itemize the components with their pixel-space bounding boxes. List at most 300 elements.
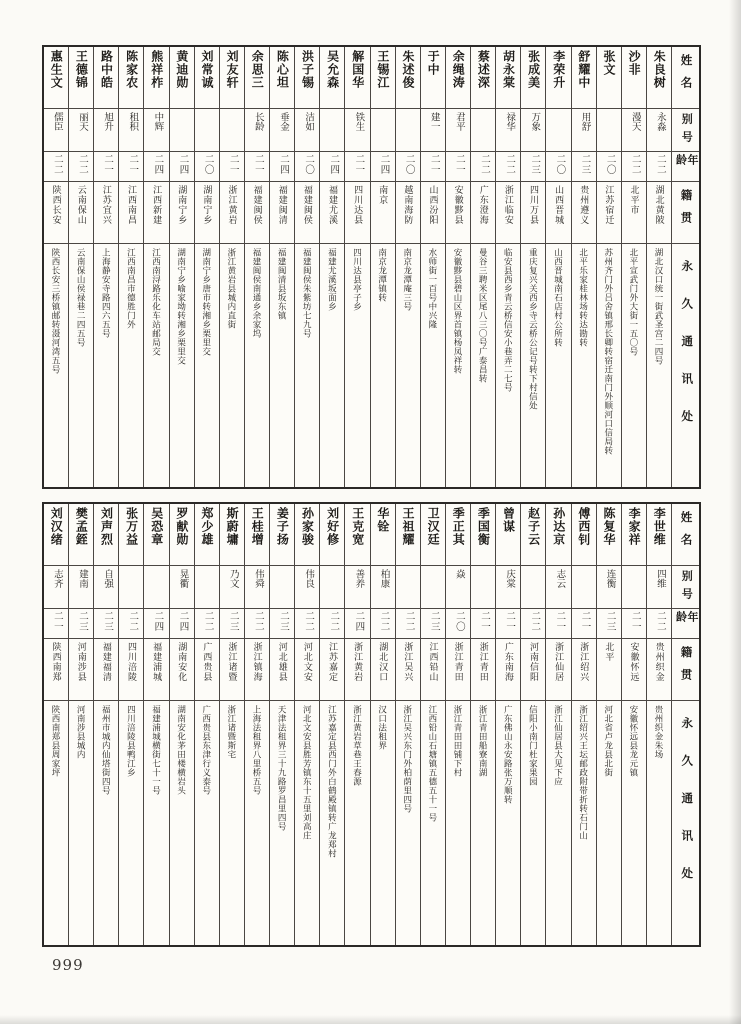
person-native-cell-text: 浙江诸暨 <box>227 642 238 682</box>
person-native-cell-text: 湖南安化 <box>177 642 188 682</box>
person-age-cell-text: 二一 <box>353 154 364 175</box>
person-alias-cell <box>94 566 118 609</box>
person-native-cell-text: 广东南海 <box>503 642 514 682</box>
header-column <box>671 47 699 487</box>
person-address-cell <box>446 244 470 487</box>
person-name-cell <box>345 47 369 109</box>
person-age-cell <box>44 609 68 639</box>
person-address-cell <box>496 244 520 487</box>
person-column <box>118 47 143 487</box>
person-column <box>294 504 319 945</box>
person-address-cell-text: 广西贵县东津行义泰号 <box>201 705 212 795</box>
person-age-cell <box>421 609 445 639</box>
person-name-cell <box>195 47 219 109</box>
person-age-cell <box>622 152 646 182</box>
person-column <box>545 47 570 487</box>
person-alias-cell-text: 焱 <box>453 569 464 579</box>
person-column <box>269 47 294 487</box>
person-alias-cell-text: 伟舜 <box>252 569 263 588</box>
person-address-cell <box>245 701 269 945</box>
person-address-cell-text: 湖北汉口统一街武圣宫二四号 <box>653 248 664 365</box>
person-address-cell <box>371 701 395 945</box>
person-alias-cell <box>119 109 143 152</box>
person-native-cell-text: 广西贵县 <box>202 642 213 682</box>
person-native-cell <box>496 182 520 244</box>
header-address-text: 永久通讯处 <box>680 260 693 448</box>
person-native-cell-text: 山西晋城 <box>554 185 565 225</box>
person-alias-cell <box>44 566 68 609</box>
person-age-cell <box>572 152 596 182</box>
person-native-cell <box>421 182 445 244</box>
person-name-cell-text: 吴允森 <box>325 50 340 89</box>
person-column <box>420 47 445 487</box>
person-age-cell-text: 二四 <box>328 154 339 175</box>
person-column <box>596 47 621 487</box>
person-column <box>445 504 470 945</box>
person-address-cell-text: 临安县西乡青云桥信安小巷弄二七号 <box>503 248 514 392</box>
person-alias-cell <box>195 566 219 609</box>
person-native-cell <box>572 639 596 701</box>
person-age-cell-text: 二〇 <box>403 154 414 175</box>
page-number: 999 <box>52 956 84 974</box>
person-alias-cell-text: 君平 <box>453 112 464 131</box>
person-name-cell <box>345 504 369 566</box>
person-address-cell <box>220 244 244 487</box>
person-address-cell <box>320 701 344 945</box>
header-alias-text: 别号 <box>680 570 693 606</box>
person-name-cell <box>446 504 470 566</box>
person-column <box>520 47 545 487</box>
person-name-cell <box>195 504 219 566</box>
person-native-cell-text: 浙江黄岩 <box>353 642 364 682</box>
person-address-cell <box>295 701 319 945</box>
person-column <box>294 47 319 487</box>
person-address-cell-text: 浙江诸暨斯宅 <box>226 705 237 759</box>
person-alias-cell <box>195 109 219 152</box>
person-native-cell-text: 河北文安 <box>302 642 313 682</box>
person-column <box>93 47 118 487</box>
person-name-cell-text: 舒耀中 <box>576 50 591 89</box>
person-column <box>344 47 369 487</box>
person-age-cell <box>320 152 344 182</box>
person-name-cell-text: 李家祥 <box>627 507 642 546</box>
person-column <box>470 47 495 487</box>
person-native-cell-text: 四川涪陵 <box>127 642 138 682</box>
person-native-cell <box>622 182 646 244</box>
person-column <box>169 47 194 487</box>
person-address-cell <box>144 701 168 945</box>
person-name-cell <box>170 504 194 566</box>
person-address-cell <box>170 244 194 487</box>
person-address-cell-text: 湖南宁乡唐市转湘乡栗里交 <box>201 248 212 356</box>
person-age-cell <box>546 609 570 639</box>
person-native-cell <box>195 182 219 244</box>
person-address-cell-text: 浙江吴兴东门外柏荫里四号 <box>402 705 413 813</box>
person-native-cell <box>421 639 445 701</box>
person-address-cell <box>471 244 495 487</box>
person-column <box>44 504 68 945</box>
person-address-cell-text: 福建尤溪坂面乡 <box>327 248 338 311</box>
person-age-cell <box>69 152 93 182</box>
person-alias-cell <box>220 566 244 609</box>
person-address-cell <box>622 701 646 945</box>
person-age-cell-text: 二三 <box>77 611 88 632</box>
person-age-cell <box>496 152 520 182</box>
person-address-cell <box>597 244 621 487</box>
person-name-cell <box>119 47 143 109</box>
person-native-cell <box>245 182 269 244</box>
person-age-cell-text: 二二 <box>328 611 339 632</box>
person-native-cell <box>144 182 168 244</box>
person-age-cell-text: 二〇 <box>453 611 464 632</box>
header-age-text: 年龄 <box>674 154 699 168</box>
person-alias-cell <box>69 109 93 152</box>
person-name-cell-text: 傅西钊 <box>576 507 591 546</box>
person-name-cell-text: 樊孟銍 <box>74 507 89 546</box>
person-column <box>395 504 420 945</box>
header-native-text: 籍贯 <box>679 189 692 234</box>
person-address-cell-text: 江西南昌市德胜门外 <box>126 248 137 329</box>
person-native-cell <box>220 182 244 244</box>
person-native-cell <box>521 639 545 701</box>
person-native-cell <box>396 639 420 701</box>
person-native-cell <box>371 639 395 701</box>
person-name-cell <box>496 504 520 566</box>
person-native-cell-text: 浙江吴兴 <box>403 642 414 682</box>
person-age-cell <box>144 609 168 639</box>
person-native-cell <box>44 639 68 701</box>
person-address-cell-text: 水师街一百号中兴隆 <box>427 248 438 329</box>
header-age <box>672 152 699 182</box>
person-name-cell-text: 黄迪勋 <box>174 50 189 89</box>
header-alias <box>672 566 699 609</box>
person-alias-cell-text: 用舒 <box>579 112 590 131</box>
header-column <box>671 504 699 945</box>
person-alias-cell <box>144 109 168 152</box>
person-age-cell <box>496 609 520 639</box>
person-column <box>621 47 646 487</box>
person-address-cell-text: 浙江黄岩草巷王春源 <box>352 705 363 786</box>
person-age-cell-text: 二〇 <box>554 154 565 175</box>
person-column <box>571 47 596 487</box>
person-column <box>596 504 621 945</box>
person-alias-cell <box>446 109 470 152</box>
person-native-cell <box>119 639 143 701</box>
person-address-cell-text: 南京龙潭镇转 <box>377 248 388 302</box>
person-native-cell-text: 福建尤溪 <box>328 185 339 225</box>
person-alias-cell-text: 禄华 <box>504 112 515 131</box>
person-alias-cell <box>270 109 294 152</box>
person-age-cell-text: 二三 <box>278 611 289 632</box>
person-name-cell <box>270 504 294 566</box>
person-name-cell-text: 余绳涛 <box>451 50 466 89</box>
person-name-cell-text: 斯蔚墉 <box>225 507 240 546</box>
person-address-cell <box>647 701 671 945</box>
person-native-cell <box>546 182 570 244</box>
person-name-cell <box>572 504 596 566</box>
person-age-cell <box>647 609 671 639</box>
person-column <box>68 47 93 487</box>
person-address-cell-text: 重庆复兴关西乡寺云桥公记号转下村信处 <box>528 248 539 410</box>
person-column <box>545 504 570 945</box>
person-address-cell-text: 河北文安县胜芳镇东十五里刘高庄 <box>302 705 313 840</box>
person-native-cell <box>270 182 294 244</box>
person-column <box>143 504 168 945</box>
person-age-cell <box>220 609 244 639</box>
person-name-cell <box>144 47 168 109</box>
person-name-cell-text: 华铨 <box>375 507 390 533</box>
person-name-cell <box>622 504 646 566</box>
person-column <box>269 504 294 945</box>
person-column <box>219 47 244 487</box>
person-native-cell-text: 浙江仙居 <box>554 642 565 682</box>
person-native-cell <box>371 182 395 244</box>
person-address-cell <box>195 244 219 487</box>
person-native-cell-text: 湖北黄陂 <box>654 185 665 225</box>
person-column <box>344 504 369 945</box>
person-age-cell <box>471 152 495 182</box>
person-address-cell-text: 福建闽侯南通乡余家坞 <box>251 248 262 338</box>
person-alias-cell <box>597 566 621 609</box>
person-alias-cell <box>371 109 395 152</box>
person-address-cell <box>69 701 93 945</box>
person-native-cell-text: 湖南宁乡 <box>202 185 213 225</box>
person-native-cell-text: 河南涉县 <box>76 642 87 682</box>
person-name-cell <box>295 47 319 109</box>
person-address-cell-text: 四川涪陵县鸭江乡 <box>126 705 137 777</box>
person-address-cell-text: 浙江青田田铺下村 <box>452 705 463 777</box>
header-name-text: 姓名 <box>679 54 692 99</box>
person-native-cell <box>320 639 344 701</box>
person-age-cell-text: 二一 <box>51 611 62 632</box>
person-address-cell-text: 湖南宁乡喻家坳转湘乡栗里交 <box>176 248 187 365</box>
person-name-cell-text: 王克宽 <box>350 507 365 546</box>
person-native-cell <box>195 639 219 701</box>
person-name-cell <box>69 504 93 566</box>
person-age-cell <box>345 152 369 182</box>
person-alias-cell-text: 建一 <box>428 112 439 131</box>
person-address-cell <box>546 701 570 945</box>
person-name-cell <box>546 504 570 566</box>
person-column <box>520 504 545 945</box>
person-name-cell <box>622 47 646 109</box>
person-age-cell-text: 二四 <box>353 611 364 632</box>
person-address-cell <box>496 701 520 945</box>
person-column <box>445 47 470 487</box>
person-name-cell-text: 李世维 <box>652 507 667 546</box>
person-name-cell-text: 王祖耀 <box>400 507 415 546</box>
person-age-cell-text: 二二 <box>202 611 213 632</box>
person-alias-cell <box>270 566 294 609</box>
person-age-cell <box>471 609 495 639</box>
person-name-cell <box>521 47 545 109</box>
person-address-cell <box>597 701 621 945</box>
person-native-cell-text: 安徽怀远 <box>629 642 640 682</box>
person-name-cell-text: 刘常诚 <box>199 50 214 89</box>
person-age-cell-text: 二四 <box>152 154 163 175</box>
person-address-cell <box>144 244 168 487</box>
person-native-cell <box>94 639 118 701</box>
person-name-cell-text: 路中皓 <box>99 50 114 89</box>
person-column <box>621 504 646 945</box>
person-address-cell-text: 云南保山侯禄巷二四五号 <box>76 248 87 347</box>
person-native-cell <box>119 182 143 244</box>
person-name-cell-text: 陈心坦 <box>275 50 290 89</box>
person-name-cell <box>245 504 269 566</box>
person-alias-cell <box>546 566 570 609</box>
person-name-cell <box>270 47 294 109</box>
person-address-cell-text: 浙江青田船寮南湖 <box>478 705 489 777</box>
person-native-cell <box>94 182 118 244</box>
person-age-cell-text: 二四 <box>378 154 389 175</box>
person-age-cell-text: 二二 <box>51 154 62 175</box>
person-age-cell <box>345 609 369 639</box>
person-age-cell-text: 二二 <box>504 154 515 175</box>
person-native-cell <box>345 182 369 244</box>
person-name-cell <box>572 47 596 109</box>
person-age-cell-text: 二〇 <box>202 154 213 175</box>
person-address-cell-text: 陕西南郑县周家坪 <box>50 705 61 777</box>
person-alias-cell-text: 儒臣 <box>51 112 62 131</box>
person-native-cell <box>471 639 495 701</box>
person-column <box>169 504 194 945</box>
person-name-cell-text: 王德锦 <box>74 50 89 89</box>
person-name-cell-text: 于中 <box>426 50 441 76</box>
person-alias-cell <box>396 566 420 609</box>
person-name-cell-text: 刘声烈 <box>99 507 114 546</box>
person-column <box>495 504 520 945</box>
person-name-cell-text: 朱良树 <box>652 50 667 89</box>
person-age-cell-text: 二四 <box>177 154 188 175</box>
person-alias-cell <box>69 566 93 609</box>
person-age-cell <box>119 609 143 639</box>
person-address-cell-text: 浙江仙居县大见下应 <box>553 705 564 786</box>
header-name <box>672 504 699 566</box>
person-column <box>370 47 395 487</box>
person-alias-cell-text: 铁生 <box>353 112 364 131</box>
person-name-cell <box>647 47 671 109</box>
person-column <box>495 47 520 487</box>
person-name-cell-text: 解国华 <box>350 50 365 89</box>
person-native-cell <box>295 182 319 244</box>
person-native-cell-text: 云南保山 <box>76 185 87 225</box>
person-column <box>319 47 344 487</box>
person-address-cell-text: 山西晋城南石店村公所转 <box>553 248 564 347</box>
person-alias-cell <box>471 566 495 609</box>
person-address-cell-text: 苏州齐门外吕舍镇邢长卿转宿迁南门外顺河口信局转 <box>603 248 614 455</box>
person-name-cell-text: 卫汉廷 <box>426 507 441 546</box>
person-column <box>194 504 219 945</box>
person-native-cell <box>471 182 495 244</box>
person-address-cell-text: 江西南浔路乐化车站邮局交 <box>151 248 162 356</box>
person-alias-cell <box>220 109 244 152</box>
person-name-cell-text: 姜子扬 <box>275 507 290 546</box>
person-name-cell-text: 王桂增 <box>250 507 265 546</box>
person-name-cell-text: 陈家农 <box>124 50 139 89</box>
person-native-cell-text: 湖南宁乡 <box>177 185 188 225</box>
person-column <box>244 504 269 945</box>
person-alias-cell-text: 志云 <box>554 569 565 588</box>
person-age-cell-text: 二四 <box>177 611 188 632</box>
person-native-cell <box>572 182 596 244</box>
person-alias-cell <box>320 109 344 152</box>
person-name-cell-text: 赵子云 <box>526 507 541 546</box>
person-name-cell-text: 刘友轩 <box>225 50 240 89</box>
person-name-cell <box>647 504 671 566</box>
person-age-cell <box>270 609 294 639</box>
person-address-cell-text: 江西铅山石塘镇五德五十一号 <box>427 705 438 822</box>
person-alias-cell <box>345 566 369 609</box>
person-age-cell <box>94 152 118 182</box>
person-age-cell-text: 二一 <box>579 611 590 632</box>
tables-wrap <box>42 45 701 947</box>
person-name-cell-text: 孙家骏 <box>300 507 315 546</box>
person-native-cell <box>69 639 93 701</box>
person-age-cell-text: 二三 <box>428 611 439 632</box>
person-alias-cell <box>245 566 269 609</box>
person-alias-cell <box>421 566 445 609</box>
person-native-cell-text: 浙江绍兴 <box>579 642 590 682</box>
person-address-cell <box>396 701 420 945</box>
person-alias-cell <box>295 566 319 609</box>
person-native-cell <box>245 639 269 701</box>
person-address-cell <box>521 244 545 487</box>
person-column <box>219 504 244 945</box>
person-name-cell <box>220 504 244 566</box>
person-alias-cell-text: 自强 <box>102 569 113 588</box>
person-alias-cell-text: 中辉 <box>152 112 163 131</box>
person-native-cell-text: 河南信阳 <box>529 642 540 682</box>
person-alias-cell <box>421 109 445 152</box>
person-name-cell <box>94 504 118 566</box>
person-column <box>470 504 495 945</box>
person-address-cell-text: 北平乐家桂林场转达勘转 <box>578 248 589 347</box>
person-address-cell-text: 安徽黟县碧山区界首镇杨凤祥转 <box>452 248 463 374</box>
person-name-cell <box>44 504 68 566</box>
person-native-cell <box>446 639 470 701</box>
person-name-cell <box>496 47 520 109</box>
header-name <box>672 47 699 109</box>
person-column <box>395 47 420 487</box>
person-age-cell-text: 二一 <box>428 154 439 175</box>
person-name-cell <box>170 47 194 109</box>
person-column <box>44 47 68 487</box>
person-native-cell <box>496 639 520 701</box>
person-age-cell <box>94 609 118 639</box>
person-name-cell-text: 李荣升 <box>551 50 566 89</box>
person-name-cell-text: 季正其 <box>451 507 466 546</box>
person-name-cell <box>471 47 495 109</box>
person-address-cell <box>421 244 445 487</box>
person-address-cell <box>320 244 344 487</box>
person-address-cell <box>119 244 143 487</box>
person-address-cell <box>572 244 596 487</box>
person-native-cell <box>647 182 671 244</box>
person-age-cell-text: 二一 <box>252 154 263 175</box>
person-native-cell-text: 贵州织金 <box>654 642 665 682</box>
person-native-cell-text: 浙江黄岩 <box>227 185 238 225</box>
person-native-cell <box>446 182 470 244</box>
person-age-cell <box>446 609 470 639</box>
person-age-cell-text: 二二 <box>378 611 389 632</box>
person-native-cell <box>622 639 646 701</box>
person-address-cell <box>245 244 269 487</box>
person-name-cell <box>144 504 168 566</box>
person-name-cell-text: 熊祥柞 <box>149 50 164 89</box>
person-native-cell <box>144 639 168 701</box>
person-address-cell <box>119 701 143 945</box>
person-alias-cell-text: 善养 <box>353 569 364 588</box>
